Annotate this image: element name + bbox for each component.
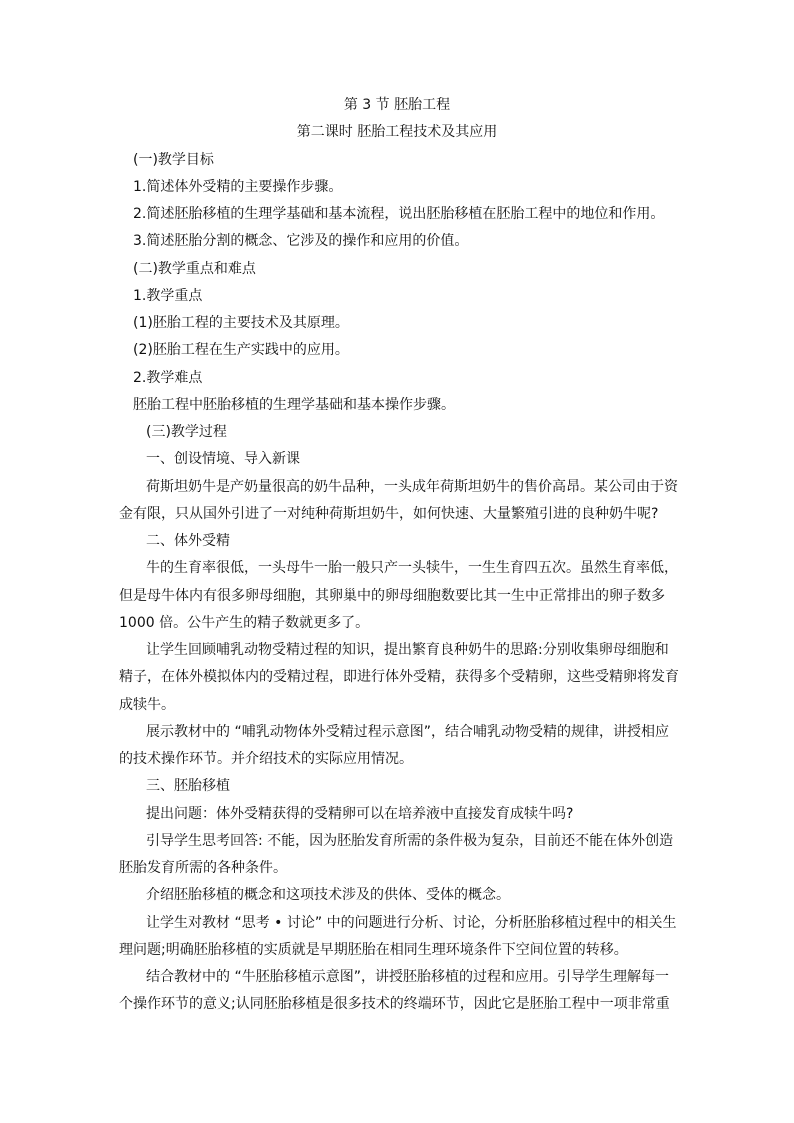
ivf-paragraph-line-3: 1000 倍。公牛产生的精子数就更多了。 bbox=[119, 615, 370, 631]
key-point-2: (2)胚胎工程在生产实践中的应用。 bbox=[133, 342, 349, 358]
review-paragraph-line-2: 精子，在体外模拟体内的受精过程，即进行体外受精，获得多个受精卵，这些受精卵将发育 bbox=[119, 669, 679, 685]
objective-1: 1.简述体外受精的主要操作步骤。 bbox=[133, 179, 343, 195]
objective-3: 3.简述胚胎分割的概念、它涉及的操作和应用的价值。 bbox=[133, 233, 469, 249]
answer-paragraph-line-1: 引导学生思考回答: 不能，因为胚胎发育所需的条件极为复杂，目前还不能在体外创造 bbox=[146, 833, 674, 849]
ivf-paragraph-line-1: 牛的生育率很低，一头母牛一胎一般只产一头犊牛，一生生育四五次。虽然生育率低， bbox=[146, 560, 678, 576]
section-title: 第 3 节 胚胎工程 bbox=[343, 97, 451, 113]
intro-paragraph-line-2: 金有限，只从国外引进了一对纯种荷斯坦奶牛，如何快速、大量繁殖引进的良种奶牛呢? bbox=[119, 506, 659, 522]
subheading-difficulty: 2.教学难点 bbox=[133, 370, 203, 386]
diagram-paragraph-line-2: 个操作环节的意义;认同胚胎移植是很多技术的终端环节，因此它是胚胎工程中一项非常重 bbox=[119, 996, 670, 1012]
display-paragraph-line-2: 的技术操作环节。并介绍技术的实际应用情况。 bbox=[119, 751, 413, 767]
ivf-paragraph-line-2: 但是母牛体内有很多卵母细胞，其卵巢中的卵母细胞数要比其一生中正常排出的卵子数多 bbox=[119, 588, 665, 604]
section-one-heading: 一、创设情境、导入新课 bbox=[146, 451, 300, 467]
section-three-heading: 三、胚胎移植 bbox=[146, 778, 230, 794]
subheading-key-points: 1.教学重点 bbox=[133, 288, 203, 304]
heading-key-points: (二)教学重点和难点 bbox=[133, 261, 256, 277]
answer-paragraph-line-2: 胚胎发育所需的各种条件。 bbox=[119, 860, 287, 876]
review-paragraph-line-3: 成犊牛。 bbox=[119, 697, 175, 713]
heading-process: (三)教学过程 bbox=[146, 424, 227, 440]
section-two-heading: 二、体外受精 bbox=[146, 533, 230, 549]
objective-2: 2.简述胚胎移植的生理学基础和基本流程，说出胚胎移植在胚胎工程中的地位和作用。 bbox=[133, 206, 665, 222]
lesson-subtitle: 第二课时 胚胎工程技术及其应用 bbox=[296, 124, 498, 140]
diagram-paragraph-line-1: 结合教材中的 “牛胚胎移植示意图”，讲授胚胎移植的过程和应用。引导学生理解每一 bbox=[146, 969, 669, 985]
review-paragraph-line-1: 让学生回顾哺乳动物受精过程的知识，提出繁育良种奶牛的思路:分别收集卵母细胞和 bbox=[146, 642, 669, 658]
difficulty-text: 胚胎工程中胚胎移植的生理学基础和基本操作步骤。 bbox=[133, 397, 455, 413]
discussion-paragraph-line-2: 理问题;明确胚胎移植的实质就是早期胚胎在相同生理环境条件下空间位置的转移。 bbox=[119, 942, 628, 958]
question-paragraph: 提出问题：体外受精获得的受精卵可以在培养液中直接发育成犊牛吗? bbox=[146, 806, 574, 822]
display-paragraph-line-1: 展示教材中的 “哺乳动物体外受精过程示意图”，结合哺乳动物受精的规律，讲授相应 bbox=[146, 724, 669, 740]
concept-paragraph: 介绍胚胎移植的概念和这项技术涉及的供体、受体的概念。 bbox=[146, 887, 510, 903]
heading-objectives: (一)教学目标 bbox=[133, 152, 214, 168]
discussion-paragraph-line-1: 让学生对教材 “思考 • 讨论” 中的问题进行分析、讨论，分析胚胎移植过程中的相关生 bbox=[146, 915, 677, 931]
key-point-1: (1)胚胎工程的主要技术及其原理。 bbox=[133, 315, 349, 331]
intro-paragraph-line-1: 荷斯坦奶牛是产奶量很高的奶牛品种，一头成年荷斯坦奶牛的售价高昂。某公司由于资 bbox=[146, 479, 678, 495]
